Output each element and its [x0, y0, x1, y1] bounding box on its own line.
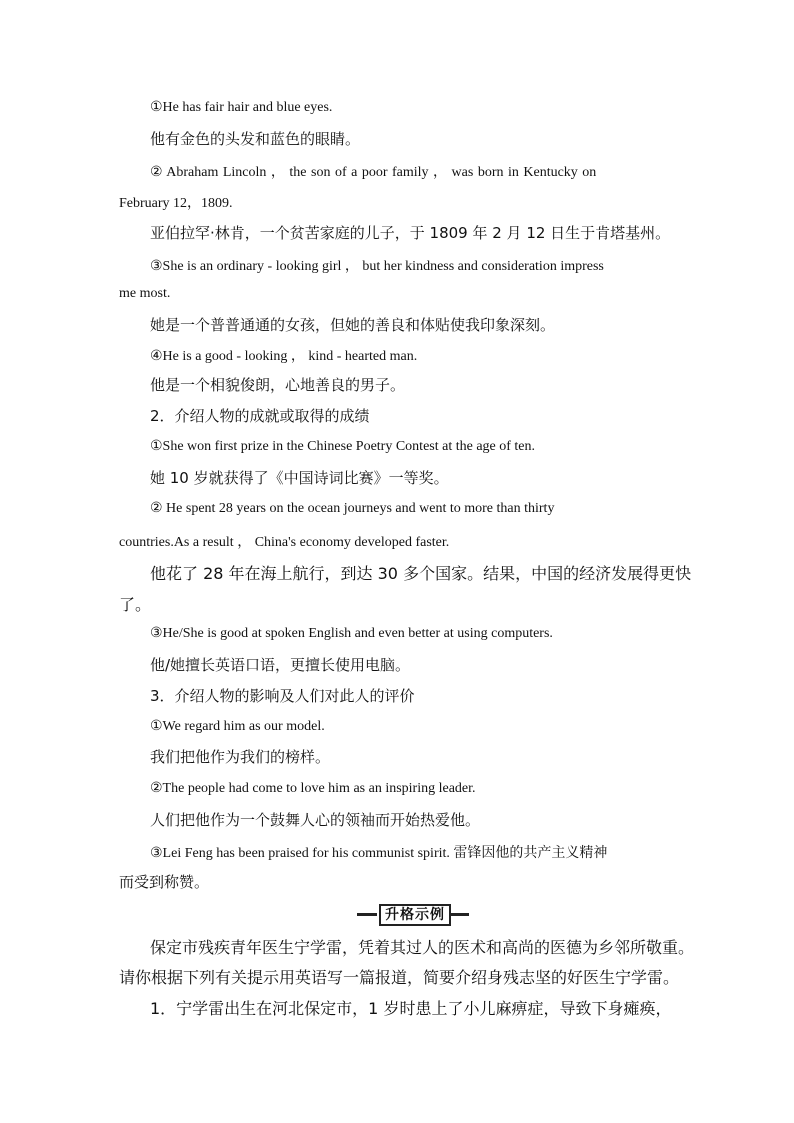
achievement-english-3: ③He/She is good at spoken English and even better at using computers.: [150, 626, 553, 641]
achievement-chinese-2-cont: 了。: [119, 595, 152, 614]
evaluation-mixed-3: ③Lei Feng has been praised for his communist spirit. 雷锋因他的共产主义精神: [150, 846, 608, 861]
badge-label: 升格示例: [379, 904, 451, 926]
example-english-1: ①He has fair hair and blue eyes.: [150, 100, 333, 115]
evaluation-chinese-2: 人们把他作为一个鼓舞人心的领袖而开始热爱他。: [150, 811, 481, 829]
prompt-point-1: 1．宁学雷出生在河北保定市，1 岁时患上了小儿麻痹症，导致下身瘫痪，: [150, 999, 672, 1018]
example-chinese-4: 他是一个相貌俊朗，心地善良的男子。: [150, 376, 406, 394]
achievement-english-2: ② He spent 28 years on the ocean journeys and went to more than thirty: [150, 501, 555, 516]
upgrade-example-badge: [357, 904, 469, 924]
example-english-2-cont: February 12，1809.: [119, 196, 233, 211]
evaluation-chinese-1: 我们把他作为我们的榜样。: [150, 748, 331, 766]
prompt-paragraph-line-1: 保定市残疾青年医生宁学雷，凭着其过人的医术和高尚的医德为乡邻所敬重。: [150, 938, 695, 957]
evaluation-english-2: ②The people had come to love him as an inspiring leader.: [150, 781, 476, 796]
evaluation-english-1: ①We regard him as our model.: [150, 719, 325, 734]
prompt-paragraph-line-2: 请你根据下列有关提示用英语写一篇报道，简要介绍身残志坚的好医生宁学雷。: [119, 968, 680, 987]
example-english-3: ③She is an ordinary - looking girl ， but her kindness and consideration impress: [150, 259, 604, 274]
example-chinese-2: 亚伯拉罕·林肯，一个贫苦家庭的儿子，于 1809 年 2 月 12 日生于肯塔基州。: [150, 224, 671, 242]
achievement-english-1: ①She won first prize in the Chinese Poetry Contest at the age of ten.: [150, 439, 536, 454]
example-english-3-cont: me most.: [119, 286, 171, 301]
achievement-chinese-1: 她 10 岁就获得了《中国诗词比赛》一等奖。: [150, 469, 449, 487]
badge-right-bar: [449, 913, 469, 916]
evaluation-chinese-3-cont: 而受到称赞。: [119, 873, 210, 891]
achievement-english-2-cont: countries.As a result ， China's economy developed faster.: [119, 535, 450, 550]
example-chinese-3: 她是一个普普通通的女孩，但她的善良和体贴使我印象深刻。: [150, 316, 556, 334]
example-english-4: ④He is a good - looking ， kind - hearted man.: [150, 349, 418, 364]
section-heading-3: 3．介绍人物的影响及人们对此人的评价: [150, 687, 415, 705]
section-heading-2: 2．介绍人物的成就或取得的成绩: [150, 407, 370, 425]
example-english-2: ② Abraham Lincoln ， the son of a poor family ， was born in Kentucky on: [150, 165, 597, 180]
example-chinese-1: 他有金色的头发和蓝色的眼睛。: [150, 130, 361, 148]
badge-left-bar: [357, 913, 377, 916]
achievement-chinese-2: 他花了 28 年在海上航行，到达 30 多个国家。结果，中国的经济发展得更快: [150, 564, 692, 583]
achievement-chinese-3: 他/她擅长英语口语，更擅长使用电脑。: [150, 656, 411, 674]
